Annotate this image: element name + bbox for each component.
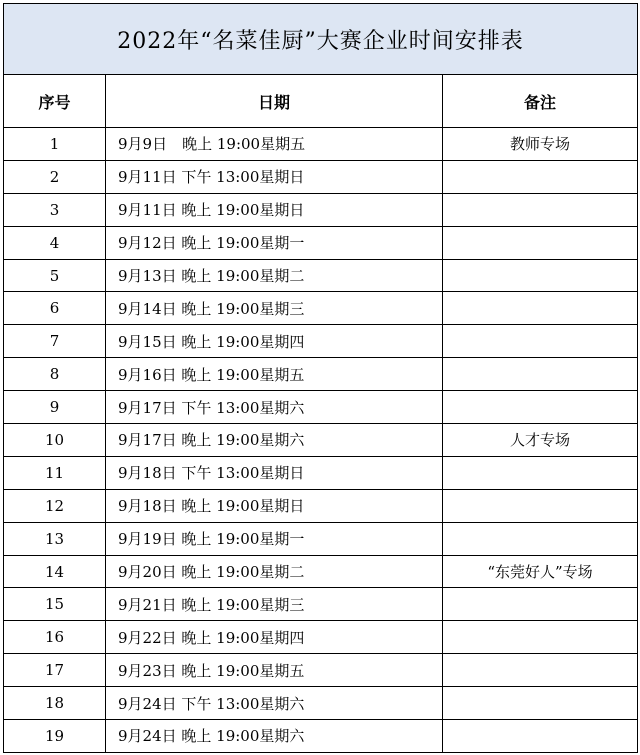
row-note xyxy=(443,588,638,621)
row-number: 9 xyxy=(4,391,106,424)
row-number: 15 xyxy=(4,588,106,621)
row-number: 12 xyxy=(4,489,106,522)
row-note xyxy=(443,226,638,259)
row-note xyxy=(443,621,638,654)
row-date: 9月11日 下午 13:00星期日 xyxy=(106,160,443,193)
row-date: 9月23日 晚上 19:00星期五 xyxy=(106,654,443,687)
row-date: 9月21日 晚上 19:00星期三 xyxy=(106,588,443,621)
row-note xyxy=(443,160,638,193)
row-note: 人才专场 xyxy=(443,424,638,457)
table-row xyxy=(4,621,638,654)
row-note xyxy=(443,489,638,522)
row-number: 5 xyxy=(4,259,106,292)
row-date: 9月13日 晚上 19:00星期二 xyxy=(106,259,443,292)
row-date: 9月19日 晚上 19:00星期一 xyxy=(106,522,443,555)
table-row xyxy=(4,128,638,161)
schedule-table xyxy=(3,3,638,753)
table-row xyxy=(4,424,638,457)
row-date: 9月9日 晚上 19:00星期五 xyxy=(106,128,443,161)
row-note xyxy=(443,193,638,226)
row-number: 17 xyxy=(4,654,106,687)
row-date: 9月18日 下午 13:00星期日 xyxy=(106,456,443,489)
table-row xyxy=(4,292,638,325)
row-note xyxy=(443,687,638,720)
row-number: 3 xyxy=(4,193,106,226)
table-row xyxy=(4,720,638,753)
row-number: 14 xyxy=(4,555,106,588)
row-date: 9月20日 晚上 19:00星期二 xyxy=(106,555,443,588)
row-note xyxy=(443,358,638,391)
row-note xyxy=(443,325,638,358)
table-row xyxy=(4,226,638,259)
table-row xyxy=(4,555,638,588)
table-row xyxy=(4,654,638,687)
row-number: 4 xyxy=(4,226,106,259)
row-date: 9月17日 下午 13:00星期六 xyxy=(106,391,443,424)
table-row xyxy=(4,391,638,424)
row-date: 9月12日 晚上 19:00星期一 xyxy=(106,226,443,259)
table-row xyxy=(4,588,638,621)
row-note: 教师专场 xyxy=(443,128,638,161)
table-row xyxy=(4,456,638,489)
title-row xyxy=(4,4,638,75)
table-row xyxy=(4,489,638,522)
row-number: 1 xyxy=(4,128,106,161)
row-date: 9月18日 晚上 19:00星期日 xyxy=(106,489,443,522)
row-number: 13 xyxy=(4,522,106,555)
row-note xyxy=(443,259,638,292)
row-number: 10 xyxy=(4,424,106,457)
row-note xyxy=(443,292,638,325)
table-row xyxy=(4,160,638,193)
header-row xyxy=(4,75,638,128)
row-note: “东莞好人”专场 xyxy=(443,555,638,588)
row-note xyxy=(443,720,638,753)
header-date: 日期 xyxy=(106,75,443,128)
table-row xyxy=(4,193,638,226)
row-number: 6 xyxy=(4,292,106,325)
row-number: 11 xyxy=(4,456,106,489)
row-date: 9月17日 晚上 19:00星期六 xyxy=(106,424,443,457)
table-body xyxy=(4,128,638,753)
row-date: 9月11日 晚上 19:00星期日 xyxy=(106,193,443,226)
header-note: 备注 xyxy=(443,75,638,128)
row-number: 16 xyxy=(4,621,106,654)
row-note xyxy=(443,654,638,687)
row-note xyxy=(443,522,638,555)
table-row xyxy=(4,358,638,391)
row-number: 2 xyxy=(4,160,106,193)
row-number: 19 xyxy=(4,720,106,753)
table-row xyxy=(4,687,638,720)
row-date: 9月22日 晚上 19:00星期四 xyxy=(106,621,443,654)
header-number: 序号 xyxy=(4,75,106,128)
row-date: 9月24日 下午 13:00星期六 xyxy=(106,687,443,720)
row-date: 9月15日 晚上 19:00星期四 xyxy=(106,325,443,358)
row-number: 7 xyxy=(4,325,106,358)
table-row xyxy=(4,325,638,358)
row-number: 18 xyxy=(4,687,106,720)
table-row xyxy=(4,522,638,555)
row-date: 9月14日 晚上 19:00星期三 xyxy=(106,292,443,325)
row-date: 9月24日 晚上 19:00星期六 xyxy=(106,720,443,753)
row-date: 9月16日 晚上 19:00星期五 xyxy=(106,358,443,391)
row-note xyxy=(443,391,638,424)
row-note xyxy=(443,456,638,489)
row-number: 8 xyxy=(4,358,106,391)
table-title: 2022年“名菜佳厨”大赛企业时间安排表 xyxy=(4,4,638,75)
table-row xyxy=(4,259,638,292)
